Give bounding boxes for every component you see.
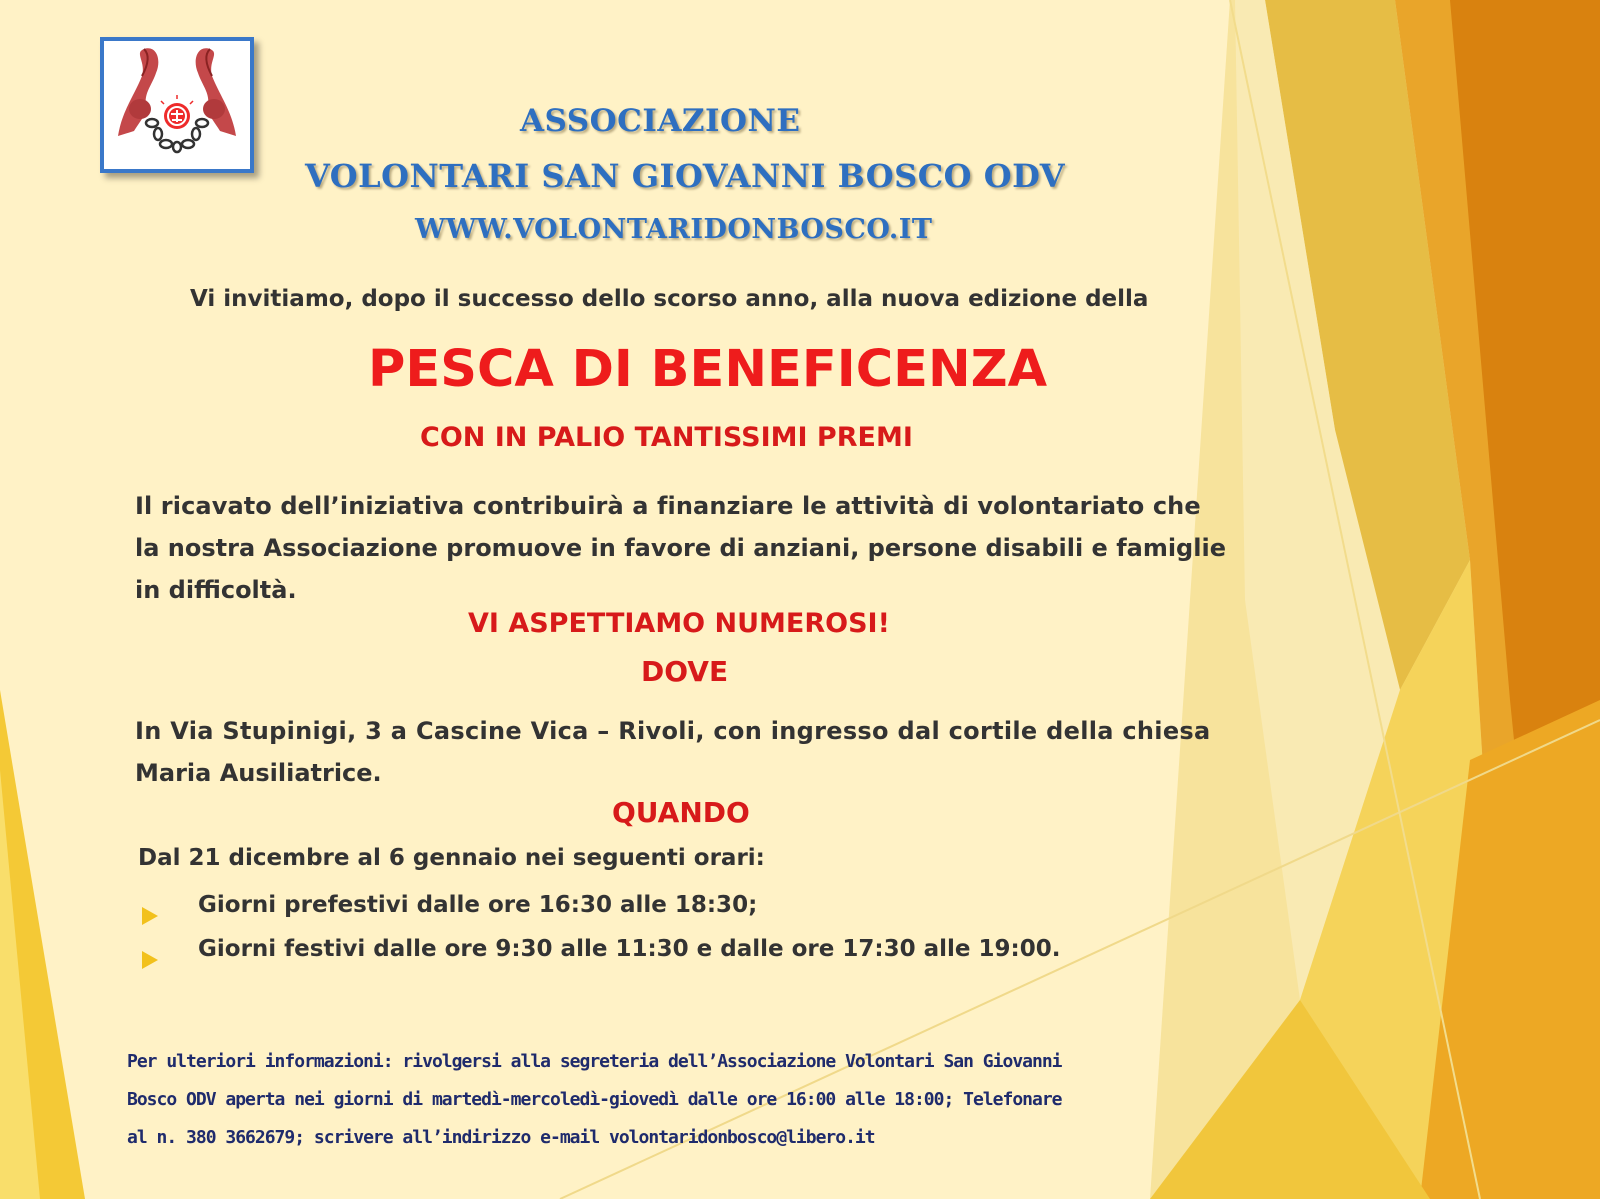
date-range: Dal 21 dicembre al 6 gennaio nei seguenti orari:: [138, 845, 765, 871]
description-paragraph: [135, 485, 1255, 611]
association-name: ASSOCIAZIONE: [520, 103, 801, 139]
when-heading: QUANDO: [612, 796, 750, 829]
contact-line: Per ulteriori informazioni: rivolgersi alla segreteria dell’Associazione Volontari San Giovanni: [127, 1051, 1062, 1072]
description-line: Il ricavato dell’iniziativa contribuirà a finanziare le attività di volontariato che: [135, 492, 1201, 520]
schedule-item: [140, 936, 1240, 988]
triangle-bullet-icon: [140, 904, 160, 928]
broken-chain-hands-logo: [104, 41, 250, 169]
contact-line: al n. 380 3662679; scrivere all’indirizzo e-mail volontaridonbosco@libero.it: [127, 1127, 875, 1148]
location-line: Maria Ausiliatrice.: [135, 759, 382, 787]
contact-info: [127, 1043, 1062, 1157]
association-full-name: VOLONTARI SAN GIOVANNI BOSCO ODV: [305, 157, 1066, 195]
where-heading: DOVE: [641, 655, 729, 688]
contact-line: Bosco ODV aperta nei giorni di martedì-mercoledì-giovedì dalle ore 16:00 alle 18:00; Telefonare: [127, 1089, 1062, 1110]
triangle-bullet-icon: [140, 948, 160, 972]
location-paragraph: [135, 710, 1255, 794]
event-title: PESCA DI BENEFICENZA: [368, 340, 1048, 399]
call-to-action: VI ASPETTIAMO NUMEROSI!: [468, 608, 890, 639]
invitation-text: Vi invitiamo, dopo il successo dello scorso anno, alla nuova edizione della: [190, 286, 1149, 312]
description-line: in difficoltà.: [135, 576, 297, 604]
schedule-text: Giorni prefestivi dalle ore 16:30 alle 18:30;: [198, 892, 758, 918]
association-logo: [100, 37, 254, 173]
event-subtitle: CON IN PALIO TANTISSIMI PREMI: [420, 422, 913, 453]
location-line: In Via Stupinigi, 3 a Cascine Vica – Rivoli, con ingresso dal cortile della chiesa: [135, 717, 1211, 745]
description-line: la nostra Associazione promuove in favore di anziani, persone disabili e famiglie: [135, 534, 1226, 562]
website-link[interactable]: WWW.VOLONTARIDONBOSCO.IT: [415, 214, 933, 245]
schedule-text: Giorni festivi dalle ore 9:30 alle 11:30 e dalle ore 17:30 alle 19:00.: [198, 936, 1061, 962]
